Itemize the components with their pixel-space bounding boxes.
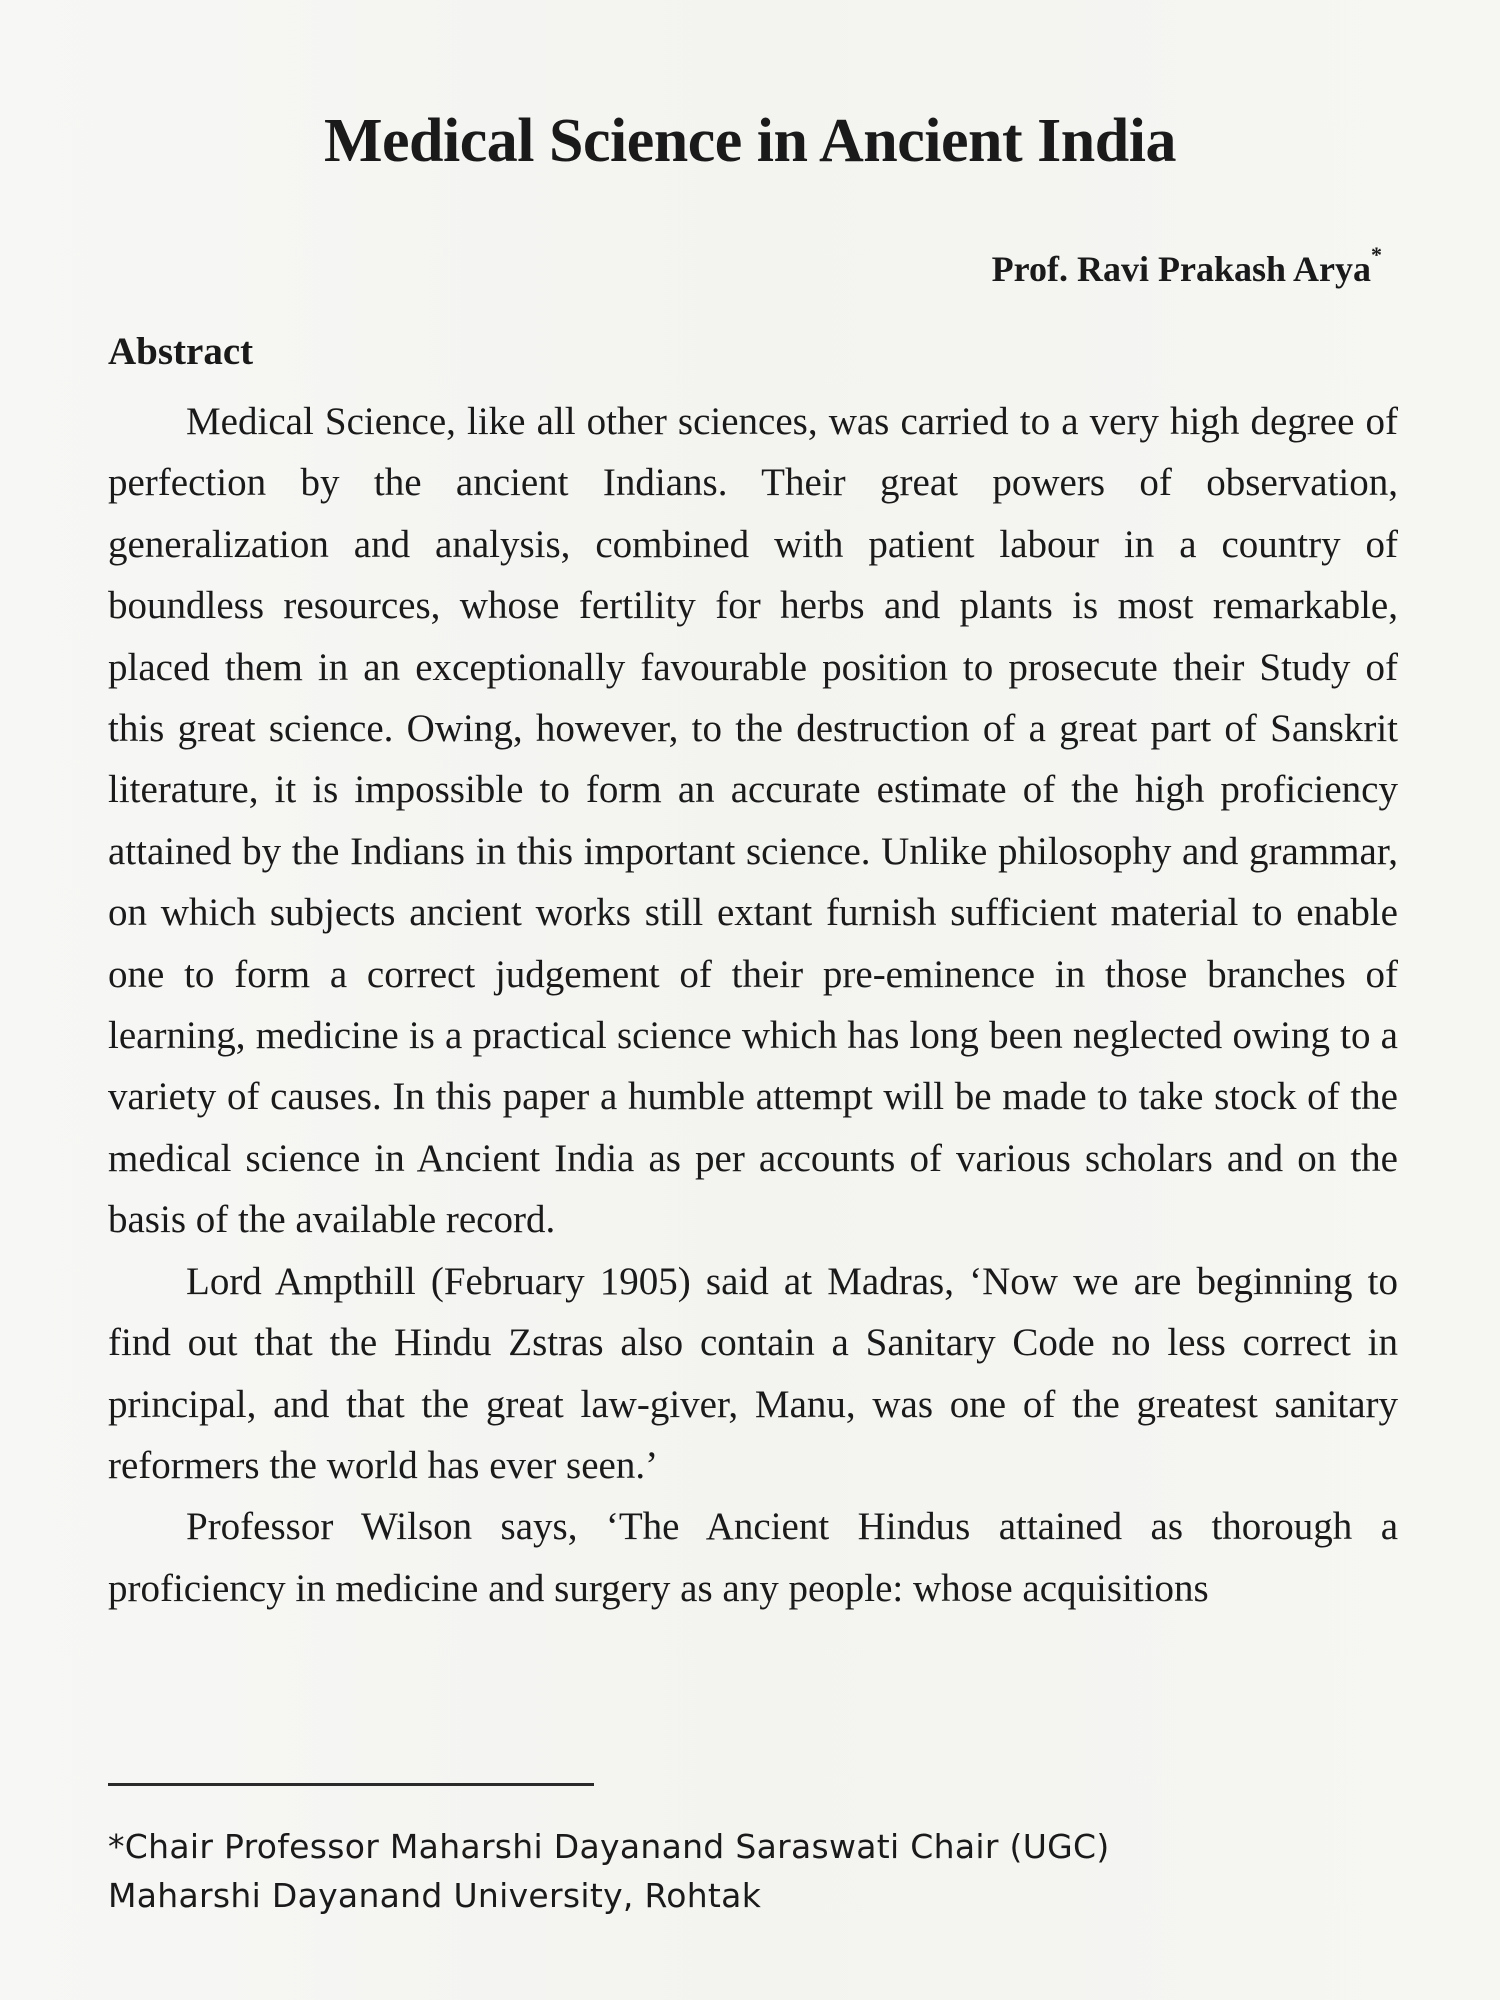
author-name: Prof. Ravi Prakash Arya [991,249,1371,289]
body-text [108,391,1398,1619]
author-footnote-marker: * [1371,242,1382,267]
abstract-heading: Abstract [108,330,254,373]
paragraph-abstract: Medical Science, like all other sciences, was carried to a very high degree of perfection by the ancient Indians. Their great powers of observation, generalization and analysis, combined with patient labour in a country of boundless resources, whose fertility for herbs and plants is most remarkable, placed them in an exceptionally favourable position to prosecute their Study of this great science. Owing, however, to the destruction of a great part of Sanskrit literature, it is impossible to form an accurate estimate of the high proficiency attained by the Indians in this important science. Unlike philosophy and grammar, on which subjects ancient works still extant furnish sufficient material to enable one to form a correct judgement of their pre-eminence in those branches of learning, medicine is a practical science which has long been neglected owing to a variety of causes. In this paper a humble attempt will be made to take stock of the medical science in Ancient India as per accounts of various scholars and on the basis of the available record. [108,400,1398,1242]
paragraph-wilson: Professor Wilson says, ‘The Ancient Hindus attained as thorough a proficiency in medicine and surgery as any people: whose acquisitions [108,1505,1398,1610]
footnote [108,1822,1110,1920]
footnote-line-2: Maharshi Dayanand University, Rohtak [108,1876,762,1915]
footnote-line-1: *Chair Professor Maharshi Dayanand Saraswati Chair (UGC) [108,1827,1110,1866]
page-title: Medical Science in Ancient India [324,107,1176,175]
paragraph-ampthill: Lord Ampthill (February 1905) said at Madras, ‘Now we are beginning to find out that the Hindu Zstras also contain a Sanitary Code no less correct in principal, and that the great law-giver, Manu, was one of the greatest sanitary reformers the world has ever seen.’ [108,1259,1398,1487]
footnote-divider [108,1783,594,1786]
author-line [992,239,1382,291]
